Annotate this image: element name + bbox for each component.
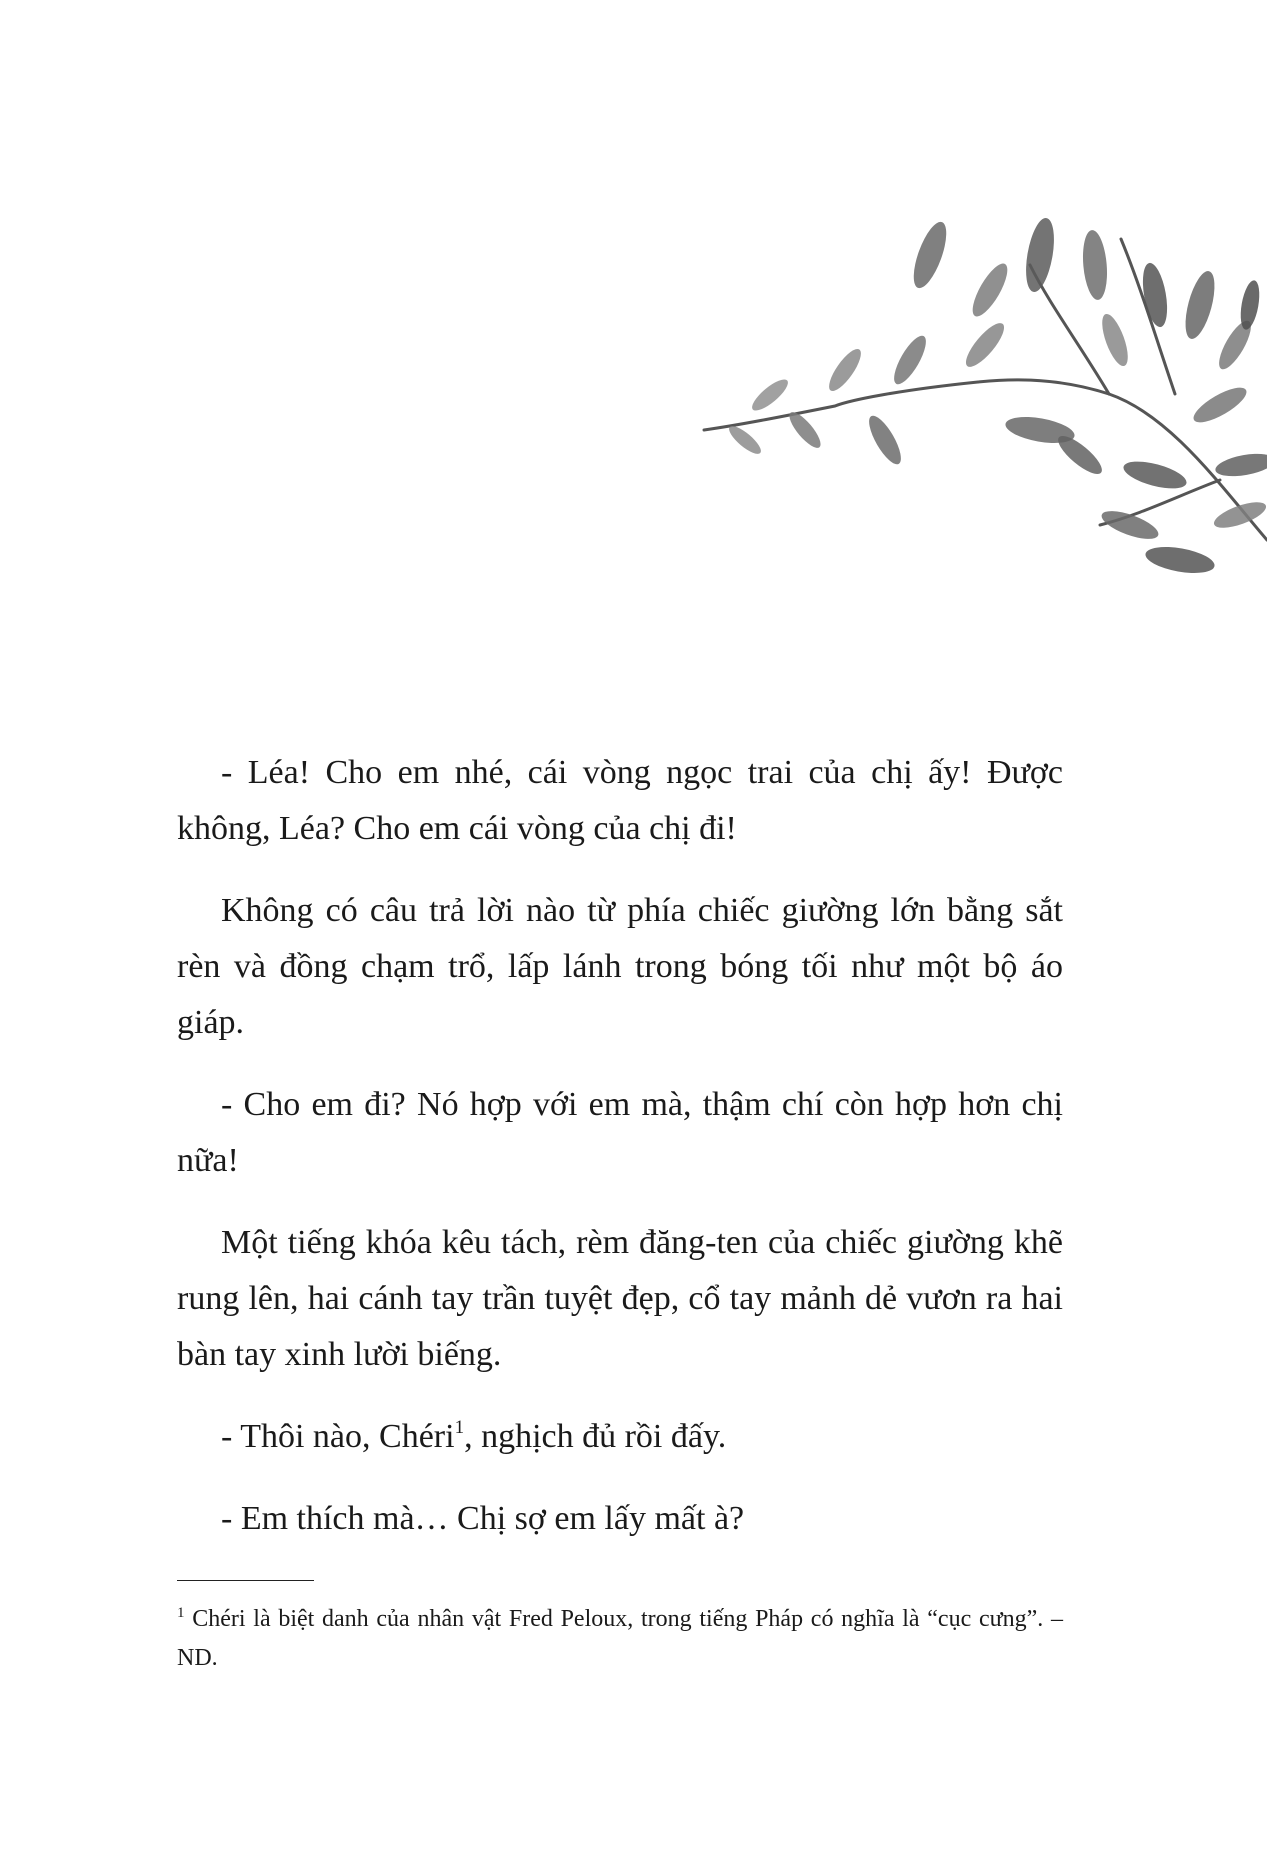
leaf bbox=[966, 259, 1013, 321]
leaf bbox=[1080, 229, 1109, 301]
leaf bbox=[888, 332, 931, 389]
leaf bbox=[1189, 381, 1251, 428]
paragraph: - Em thích mà… Chị sợ em lấy mất à? bbox=[221, 1500, 745, 1537]
leaf bbox=[785, 408, 825, 452]
paragraph bbox=[177, 1409, 1063, 1465]
body-text bbox=[177, 745, 1063, 1573]
paragraph: Một tiếng khóa kêu tách, rèm đăng-ten của chiếc giường khẽ rung lên, hai cánh tay trần tuyệt đẹp, cổ tay mảnh dẻ vươn ra hai bàn tay xinh lười biếng. bbox=[177, 1224, 1063, 1373]
leaf bbox=[748, 375, 792, 415]
leaf bbox=[1098, 505, 1161, 544]
leaf-branch-illustration bbox=[700, 195, 1267, 605]
paragraph: - Léa! Cho em nhé, cái vòng ngọc trai của chị ấy! Được không, Léa? Cho em cái vòng của chị đi! bbox=[177, 754, 1063, 847]
leaf bbox=[960, 318, 1009, 372]
leaf bbox=[824, 345, 866, 396]
leaf bbox=[725, 422, 764, 458]
footnote bbox=[177, 1600, 1063, 1678]
leaf bbox=[1021, 216, 1059, 294]
leaf bbox=[1097, 311, 1133, 369]
paragraph: Không có câu trả lời nào từ phía chiếc giường lớn bằng sắt rèn và đồng chạm trổ, lấp lánh trong bóng tối như một bộ áo giáp. bbox=[177, 892, 1063, 1041]
branch-stem bbox=[1121, 239, 1175, 394]
footnote-marker: 1 bbox=[177, 1605, 185, 1621]
paragraph-text: , nghịch đủ rồi đấy. bbox=[464, 1418, 727, 1455]
leaf bbox=[1211, 497, 1267, 533]
branch-stem bbox=[704, 380, 1267, 540]
leaf bbox=[1214, 450, 1267, 480]
leaf bbox=[863, 412, 906, 469]
leaf bbox=[1144, 542, 1217, 577]
leaf bbox=[1180, 268, 1221, 342]
leaf bbox=[1139, 261, 1172, 329]
footnote-divider bbox=[177, 1580, 314, 1581]
leaf bbox=[1121, 456, 1189, 494]
paragraph-text: - Thôi nào, Chéri bbox=[221, 1418, 455, 1455]
footnote-reference[interactable]: 1 bbox=[454, 1417, 465, 1438]
footnote-text: Chéri là biệt danh của nhân vật Fred Peloux, trong tiếng Pháp có nghĩa là “cục cưng”. – ND. bbox=[177, 1606, 1063, 1671]
leaf bbox=[1053, 430, 1107, 479]
paragraph: - Cho em đi? Nó hợp với em mà, thậm chí còn hợp hơn chị nữa! bbox=[177, 1086, 1063, 1179]
leaf bbox=[907, 218, 953, 292]
